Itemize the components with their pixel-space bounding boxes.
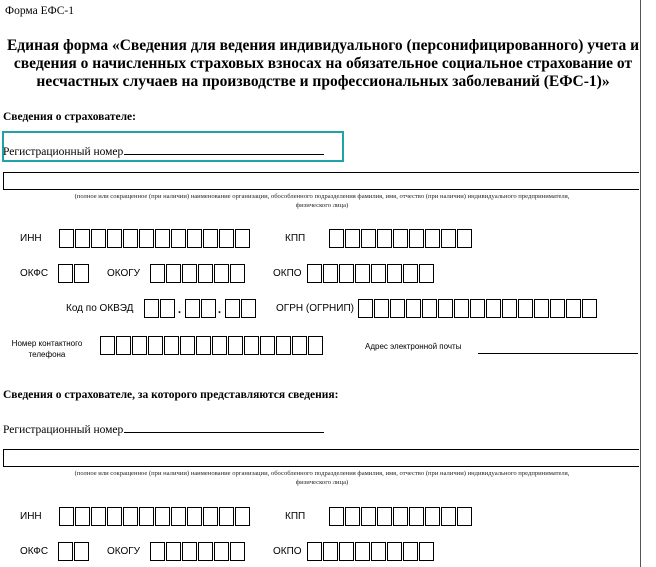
inn-cell[interactable] (139, 229, 154, 248)
okved-separator: . (218, 302, 221, 316)
inn-cell[interactable] (59, 229, 74, 248)
inn-cell[interactable] (235, 507, 250, 526)
form-title (0, 37, 646, 91)
kpp-cell[interactable] (409, 229, 424, 248)
kpp-cell[interactable] (329, 229, 344, 248)
ogrn-cell[interactable] (358, 299, 373, 318)
phone-label (4, 338, 90, 360)
phone-cells[interactable] (100, 336, 324, 355)
okpo-cell[interactable] (323, 542, 338, 561)
okpo-cell[interactable] (355, 542, 370, 561)
phone-cell[interactable] (276, 336, 291, 355)
okpo-cell[interactable] (339, 542, 354, 561)
kpp-cell[interactable] (457, 507, 472, 526)
okpo-cells[interactable] (307, 264, 435, 283)
ogrn-cell[interactable] (566, 299, 581, 318)
okpo-cell[interactable] (355, 264, 370, 283)
inn-cells-2[interactable] (59, 507, 251, 526)
inn-label: ИНН (20, 233, 42, 244)
okogu-cell[interactable] (150, 542, 165, 561)
okfs-cells[interactable] (58, 264, 90, 283)
name-box-left (3, 172, 4, 190)
inn-cell[interactable] (75, 229, 90, 248)
phone-cell[interactable] (100, 336, 115, 355)
okogu-label-2: ОКОГУ (107, 546, 141, 557)
okogu-label: ОКОГУ (107, 268, 141, 279)
inn-cell[interactable] (171, 229, 186, 248)
caption-line-1: (полное или сокращенное (при наличии) наименование организации, обособленного подразделения фамилия, имя, отчество (при наличии) индивидуального предпринимателя, (74, 193, 570, 200)
name-box-left-2 (3, 449, 4, 467)
okpo-cells-2[interactable] (307, 542, 435, 561)
okogu-cell[interactable] (198, 264, 213, 283)
kpp-cell[interactable] (425, 507, 440, 526)
inn-cell[interactable] (139, 507, 154, 526)
inn-cell[interactable] (155, 229, 170, 248)
inn-cell[interactable] (187, 507, 202, 526)
caption-line-2: физического лица) (295, 479, 349, 486)
reg-number-field[interactable] (124, 142, 324, 155)
okved-cell[interactable] (201, 299, 216, 318)
name-line-top (3, 172, 639, 173)
caption-line-1: (полное или сокращенное (при наличии) наименование организации, обособленного подразделения фамилия, имя, отчество (при наличии) индивидуального предпринимателя, (74, 470, 570, 477)
ogrn-cell[interactable] (438, 299, 453, 318)
kpp-cell[interactable] (345, 507, 360, 526)
okogu-cells[interactable] (150, 264, 246, 283)
okpo-cell[interactable] (403, 264, 418, 283)
inn-cell[interactable] (171, 507, 186, 526)
name-caption-2 (16, 469, 628, 487)
kpp-cell[interactable] (393, 507, 408, 526)
ogrn-cell[interactable] (390, 299, 405, 318)
okpo-label-2: ОКПО (273, 546, 302, 557)
phone-cell[interactable] (212, 336, 227, 355)
inn-cells[interactable] (59, 229, 251, 248)
okved-cell[interactable] (185, 299, 200, 318)
okpo-cell[interactable] (339, 264, 354, 283)
section1-heading: Сведения о страхователе: (3, 111, 136, 123)
inn-cell[interactable] (123, 507, 138, 526)
inn-cell[interactable] (123, 229, 138, 248)
okpo-cell[interactable] (371, 264, 386, 283)
okfs-cell[interactable] (74, 542, 89, 561)
kpp-cell[interactable] (345, 229, 360, 248)
kpp-cells[interactable] (329, 229, 473, 248)
inn-cell[interactable] (203, 507, 218, 526)
okfs-cell[interactable] (74, 264, 89, 283)
section2-heading: Сведения о страхователе, за которого представляются сведения: (3, 389, 339, 401)
phone-cell[interactable] (116, 336, 131, 355)
ogrn-cell[interactable] (502, 299, 517, 318)
okogu-cell[interactable] (230, 542, 245, 561)
okved-separator: . (178, 302, 181, 316)
okpo-cell[interactable] (387, 264, 402, 283)
okved-cells-3[interactable] (225, 299, 257, 318)
okpo-cell[interactable] (307, 542, 322, 561)
okfs-label-2: ОКФС (20, 546, 49, 557)
reg-number-field-2[interactable] (124, 420, 324, 433)
okogu-cell[interactable] (214, 264, 229, 283)
phone-label-line-2: телефона (28, 350, 66, 359)
name-caption (16, 192, 628, 210)
kpp-cell[interactable] (441, 229, 456, 248)
okved-label: Код по ОКВЭД (66, 303, 134, 314)
phone-cell[interactable] (148, 336, 163, 355)
kpp-cell[interactable] (377, 507, 392, 526)
okpo-cell[interactable] (419, 264, 434, 283)
okogu-cell[interactable] (182, 542, 197, 561)
okfs-cells-2[interactable] (58, 542, 90, 561)
ogrn-cell[interactable] (550, 299, 565, 318)
okved-cell[interactable] (144, 299, 159, 318)
phone-cell[interactable] (260, 336, 275, 355)
inn-cell[interactable] (107, 229, 122, 248)
phone-cell[interactable] (244, 336, 259, 355)
phone-cell[interactable] (132, 336, 147, 355)
inn-cell[interactable] (59, 507, 74, 526)
inn-cell[interactable] (219, 507, 234, 526)
okved-cell[interactable] (241, 299, 256, 318)
inn-cell[interactable] (187, 229, 202, 248)
phone-cell[interactable] (164, 336, 179, 355)
okogu-cell[interactable] (230, 264, 245, 283)
inn-label-2: ИНН (20, 511, 42, 522)
okved-cell[interactable] (160, 299, 175, 318)
kpp-cell[interactable] (425, 229, 440, 248)
okogu-cell[interactable] (166, 542, 181, 561)
kpp-cell[interactable] (457, 229, 472, 248)
kpp-cell[interactable] (329, 507, 344, 526)
phone-cell[interactable] (180, 336, 195, 355)
title-line-2: сведения о начисленных страховых взносах на обязательное социальное страхование от (13, 55, 633, 72)
okved-cell[interactable] (225, 299, 240, 318)
inn-cell[interactable] (107, 507, 122, 526)
caption-line-2: физического лица) (295, 202, 349, 209)
okogu-cell[interactable] (214, 542, 229, 561)
email-label: Адрес электронной почты (365, 342, 462, 351)
reg-number-label: Регистрационный номер (3, 146, 124, 158)
inn-cell[interactable] (203, 229, 218, 248)
ogrn-cell[interactable] (470, 299, 485, 318)
inn-cell[interactable] (219, 229, 234, 248)
inn-cell[interactable] (75, 507, 90, 526)
okpo-cell[interactable] (403, 542, 418, 561)
okfs-label: ОКФС (20, 268, 49, 279)
phone-cell[interactable] (196, 336, 211, 355)
ogrn-cell[interactable] (582, 299, 597, 318)
kpp-cells-2[interactable] (329, 507, 473, 526)
okpo-label: ОКПО (273, 268, 302, 279)
okfs-cell[interactable] (58, 264, 73, 283)
ogrn-cell[interactable] (406, 299, 421, 318)
email-field[interactable] (478, 353, 638, 354)
inn-cell[interactable] (155, 507, 170, 526)
reg-number-row-2[interactable] (3, 420, 324, 436)
title-line-3: несчастных случаев на производстве и профессиональных заболеваний (ЕФС-1)» (36, 73, 610, 90)
okfs-cell[interactable] (58, 542, 73, 561)
kpp-cell[interactable] (409, 507, 424, 526)
okogu-cell[interactable] (198, 542, 213, 561)
phone-label-line-1: Номер контактного (11, 339, 83, 348)
phone-cell[interactable] (228, 336, 243, 355)
ogrn-cell[interactable] (374, 299, 389, 318)
okpo-cell[interactable] (371, 542, 386, 561)
okogu-cells-2[interactable] (150, 542, 246, 561)
kpp-label-2: КПП (285, 511, 306, 522)
ogrn-cell[interactable] (422, 299, 437, 318)
phone-cell[interactable] (292, 336, 307, 355)
ogrn-cells[interactable] (358, 299, 598, 318)
ogrn-cell[interactable] (534, 299, 549, 318)
ogrn-cell[interactable] (518, 299, 533, 318)
form-code: Форма ЕФС-1 (5, 5, 74, 17)
okved-cells-2[interactable] (185, 299, 217, 318)
phone-cell[interactable] (308, 336, 323, 355)
name-line-bottom[interactable] (3, 189, 639, 190)
okpo-cell[interactable] (387, 542, 402, 561)
okved-cells-1[interactable] (144, 299, 176, 318)
inn-cell[interactable] (91, 229, 106, 248)
kpp-cell[interactable] (361, 507, 376, 526)
kpp-cell[interactable] (361, 229, 376, 248)
reg-number-label-2: Регистрационный номер (3, 424, 124, 436)
ogrn-label: ОГРН (ОГРНИП) (276, 303, 354, 314)
okpo-cell[interactable] (307, 264, 322, 283)
name-line-bottom-2[interactable] (3, 466, 639, 467)
kpp-cell[interactable] (393, 229, 408, 248)
name-line-top-2 (3, 449, 639, 450)
title-line-1: Единая форма «Сведения для ведения индивидуального (персонифицированного) учета и (6, 37, 640, 54)
okpo-cell[interactable] (419, 542, 434, 561)
kpp-cell[interactable] (441, 507, 456, 526)
ogrn-cell[interactable] (454, 299, 469, 318)
inn-cell[interactable] (91, 507, 106, 526)
okogu-cell[interactable] (182, 264, 197, 283)
ogrn-cell[interactable] (486, 299, 501, 318)
kpp-label: КПП (285, 233, 306, 244)
okogu-cell[interactable] (150, 264, 165, 283)
inn-cell[interactable] (235, 229, 250, 248)
kpp-cell[interactable] (377, 229, 392, 248)
okogu-cell[interactable] (166, 264, 181, 283)
reg-number-row[interactable] (3, 142, 324, 158)
okpo-cell[interactable] (323, 264, 338, 283)
